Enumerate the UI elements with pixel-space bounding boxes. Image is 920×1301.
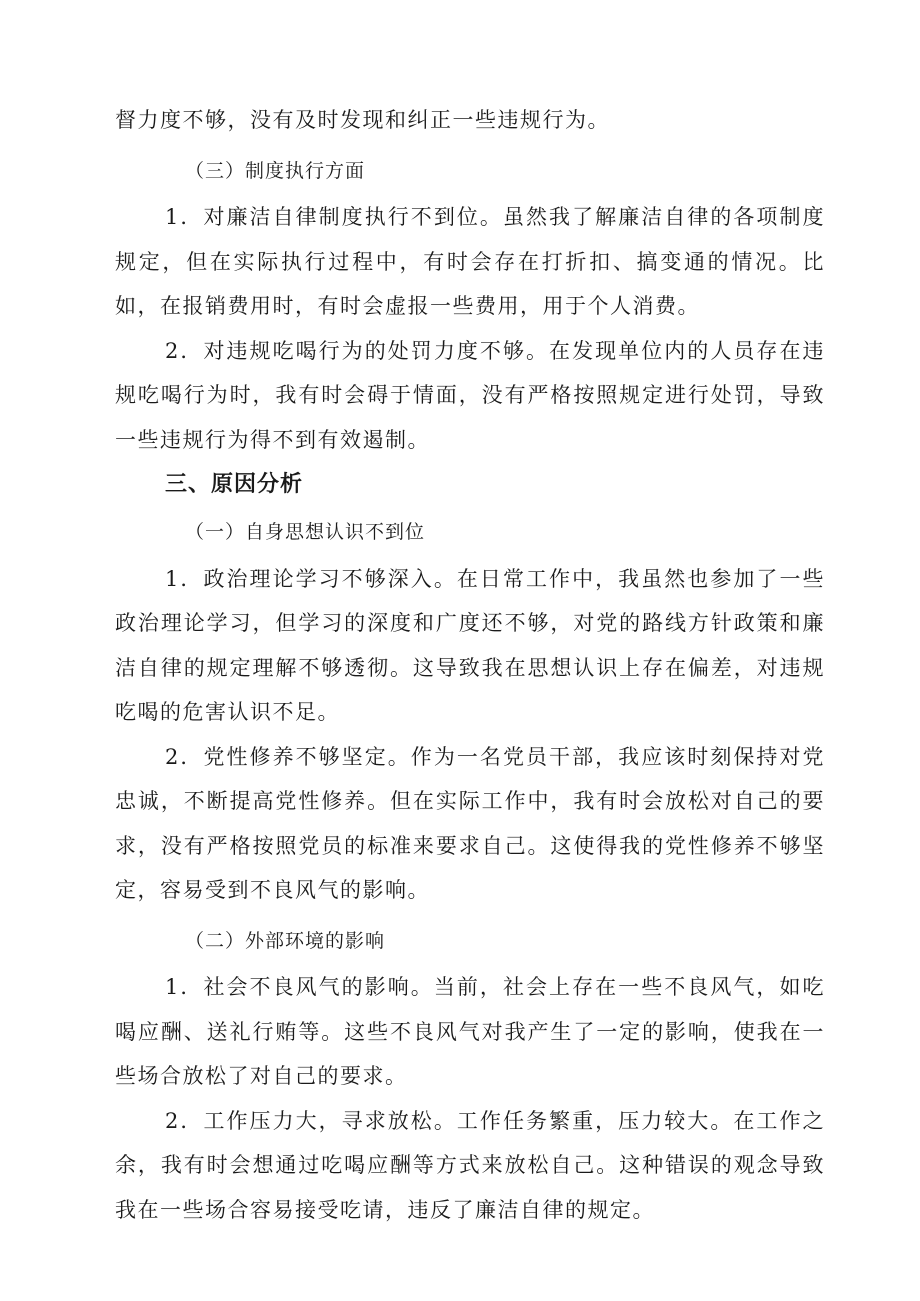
subheading-self-awareness: （一）自身思想认识不到位: [185, 521, 426, 543]
paragraph-2-2: 2．工作压力大，寻求放松。工作任务繁重，压力较大。在工作之余，我有时会想通过吃喝应酬等方式来放松自己。这种错误的观念导致我在一些场合容易接受吃请，违反了廉洁自律的规定。: [115, 1108, 825, 1222]
paragraph-continuation: 督力度不够，没有及时发现和纠正一些违规行为。: [115, 108, 610, 132]
paragraph-3-2: 2．对违规吃喝行为的处罚力度不够。在发现单位内的人员存在违规吃喝行为时，我有时会碍于情面，没有严格按照规定进行处罚，导致一些违规行为得不到有效遏制。: [115, 338, 825, 452]
paragraph-3-1: 1．对廉洁自律制度执行不到位。虽然我了解廉洁自律的各项制度规定，但在实际执行过程中，有时会存在打折扣、搞变通的情况。比如，在报销费用时，有时会虚报一些费用，用于个人消费。: [115, 205, 825, 318]
subheading-system-execution: （三）制度执行方面: [185, 159, 366, 182]
section-heading-cause-analysis: 三、原因分析: [165, 472, 304, 497]
subheading-external-environment: （二）外部环境的影响: [185, 929, 386, 952]
paragraph-2-1: 1．社会不良风气的影响。当前，社会上存在一些不良风气，如吃喝应酬、送礼行贿等。这些不良风气对我产生了一定的影响，使我在一些场合放松了对自己的要求。: [115, 975, 825, 1088]
paragraph-1-1: 1．政治理论学习不够深入。在日常工作中，我虽然也参加了一些政治理论学习，但学习的深度和广度还不够，对党的路线方针政策和廉洁自律的规定理解不够透彻。这导致我在思想认识上存在偏差，对违规吃喝的危害认识不足。: [115, 566, 825, 724]
document-body: [115, 98, 825, 1232]
paragraph-1-2: 2．党性修养不够坚定。作为一名党员干部，我应该时刻保持对党忠诚，不断提高党性修养。但在实际工作中，我有时会放松对自己的要求，没有严格按照党员的标准来要求自己。这使得我的党性修养不够坚定，容易受到不良风气的影响。: [115, 744, 825, 902]
